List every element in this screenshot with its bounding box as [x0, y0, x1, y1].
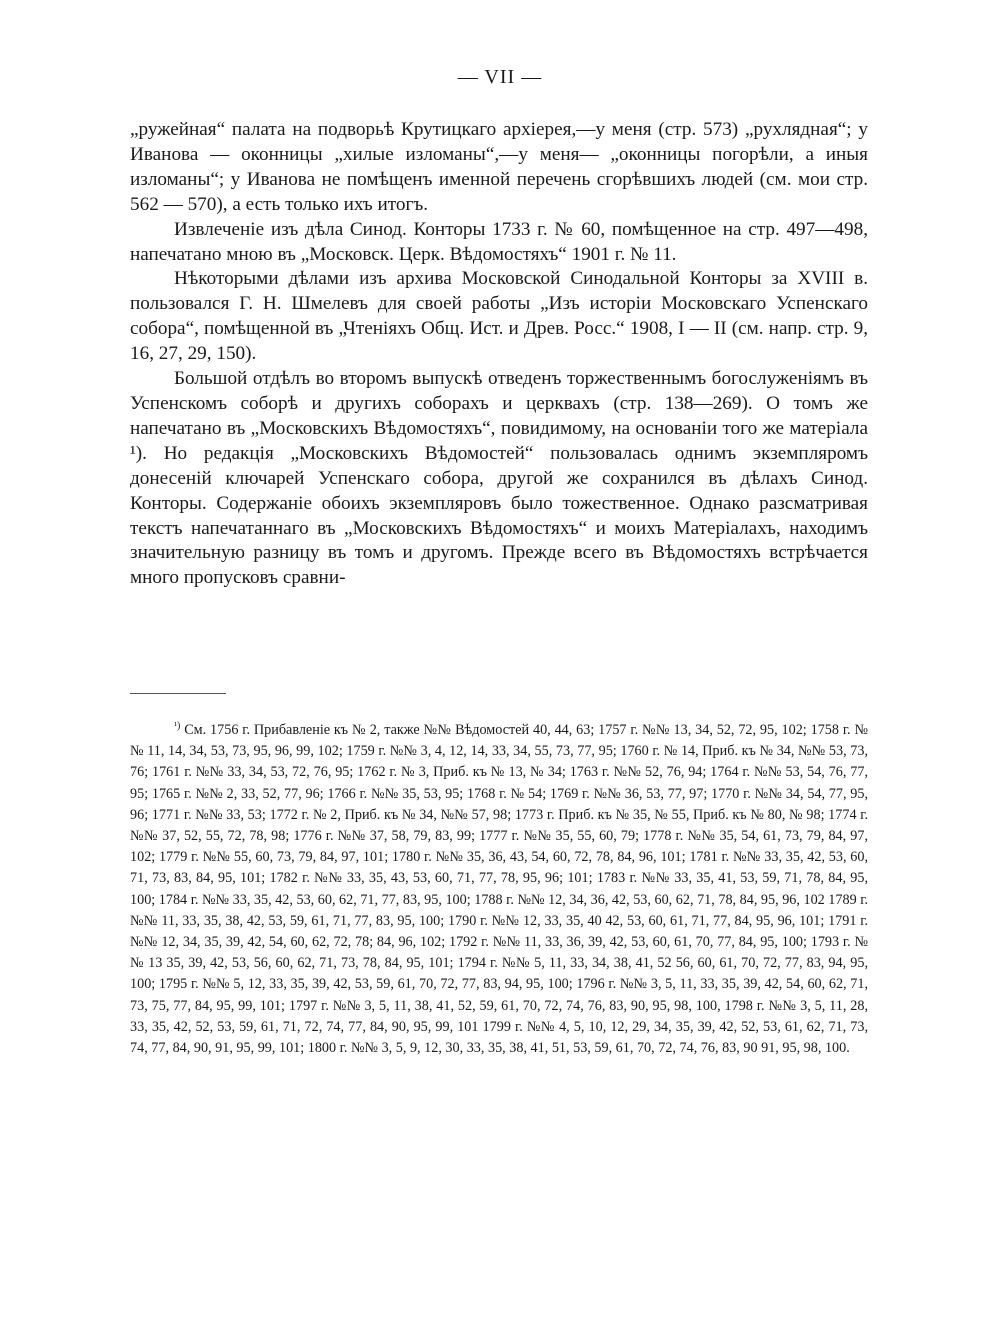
paragraph: „ружейная“ палата на подворьѣ Крутицкаго архіерея,—у меня (стр. 573) „рухлядная“; у Иванова — оконницы „хилые изломаны“,—у меня— „оконницы погорѣли, а иныя изломаны“; у Иванова не помѣщенъ именной перечень сгорѣвшихъ людей (см. мои стр. 562 — 570), а есть только ихъ итогъ. — [130, 119, 868, 215]
paragraph: Большой отдѣлъ во второмъ выпускѣ отведенъ торжественнымъ богослуженіямъ въ Успенскомъ соборѣ и другихъ соборахъ и церквахъ (стр. 138—269). О томъ же напечатано въ „Московскихъ Вѣдомостяхъ“, повидимому, на основаніи того же матеріала ¹). Но редакція „Московскихъ Вѣдомостей“ пользовалась однимъ экземпляромъ донесеній ключарей Успенскаго собора, другой же сохранился въ дѣлахъ Синод. Конторы. Содержаніе обоихъ экземпляровъ было тожественное. Однако разсматривая текстъ напечатаннаго въ „Московскихъ Вѣдомостяхъ“ и моихъ Матеріалахъ, находимъ значительную разницу въ томъ и другомъ. Прежде всего въ Вѣдомостяхъ встрѣчается много пропусковъ сравни- — [130, 368, 868, 589]
footnote-text: См. 1756 г. Прибавленіе къ № 2, также №№ Вѣдомостей 40, 44, 63; 1757 г. №№ 13, 34, 52, 72, 95, 102; 1758 г. №№ 11, 14, 34, 53, 73, 95, 96, 99, 102; 1759 г. №№ 3, 4, 12, 14, 33, 34, 55, 73, 77, 95; 1760 г. № 14, Приб. къ № 34, №№ 53, 73, 76; 1761 г. №№ 33, 34, 53, 72, 76, 95; 1762 г. № 3, Приб. къ № 13, № 34; 1763 г. №№ 52, 76, 94; 1764 г. №№ 53, 54, 76, 77, 95; 1765 г. №№ 2, 33, 52, 77, 96; 1766 г. №№ 35, 53, 95; 1768 г. № 54; 1769 г. №№ 36, 53, 77, 97; 1770 г. №№ 34, 54, 77, 95, 96; 1771 г. №№ 33, 53; 1772 г. № 2, Приб. къ № 34, №№ 57, 98; 1773 г. Приб. къ № 35, № 55, Приб. къ № 80, № 98; 1774 г. №№ 37, 52, 55, 72, 78, 98; 1776 г. №№ 37, 58, 79, 83, 99; 1777 г. №№ 35, 55, 60, 79; 1778 г. №№ 35, 54, 61, 73, 79, 84, 97, 102; 1779 г. №№ 55, 60, 73, 79, 84, 97, 101; 1780 г. №№ 35, 36, 43, 54, 60, 72, 78, 84, 96, 101; 1781 г. №№ 33, 35, 42, 53, 60, 71, 73, 83, 84, 95, 101; 1782 г. №№ 33, 35, 43, 53, 60, 71, 77, 78, 95, 96; 101; 1783 г. №№ 33, 35, 41, 53, 59, 71, 78, 84, 95, 100; 1784 г. №№ 33, 35, 42, 53, 60, 62, 71, 77, 83, 95, 100; 1788 г. №№ 12, 34, 36, 42, 53, 60, 62, 71, 78, 84, 95, 96, 102 1789 г. №№ 11, 33, 35, 38, 42, 53, 59, 61, 71, 77, 83, 95, 100; 1790 г. №№ 12, 33, 35, 40 42, 53, 60, 61, 71, 77, 84, 95, 96, 101; 1791 г. №№ 12, 34, 35, 39, 42, 54, 60, 62, 72, 78; 84, 96, 102; 1792 г. №№ 11, 33, 36, 39, 42, 53, 60, 61, 70, 77, 84, 95, 100; 1793 г. №№ 13 35, 39, 42, 53, 56, 60, 62, 71, 73, 78, 84, 95, 101; 1794 г. №№ 5, 11, 33, 34, 38, 41, 52 56, 60, 61, 70, 72, 77, 83, 94, 95, 100; 1795 г. №№ 5, 12, 33, 35, 39, 42, 53, 59, 61, 70, 72, 77, 83, 94, 95, 100; 1796 г. №№ 3, 5, 11, 33, 35, 39, 42, 54, 60, 62, 71, 73, 75, 77, 84, 95, 99, 101; 1797 г. №№ 3, 5, 11, 38, 41, 52, 59, 61, 70, 72, 74, 76, 83, 90, 95, 98, 100, 1798 г. №№ 3, 5, 11, 28, 33, 35, 42, 52, 53, 59, 61, 71, 72, 74, 77, 84, 90, 95, 99, 101 1799 г. №№ 4, 5, 10, 12, 29, 34, 35, 39, 42, 52, 53, 61, 62, 71, 73, 74, 77, 84, 90, 91, 95, 99, 101; 1800 г. №№ 3, 5, 9, 12, 30, 33, 35, 38, 41, 51, 53, 59, 61, 70, 72, 74, 76, 83, 90 91, 95, 98, 100. — [130, 722, 868, 1057]
main-text — [130, 118, 868, 591]
footnote-separator — [130, 693, 226, 694]
footnote-marker: ¹) — [174, 720, 181, 732]
paragraph: Нѣкоторыми дѣлами изъ архива Московской Синодальной Конторы за XVIII в. пользовался Г. Н. Шмелевъ для своей работы „Изъ исторіи Московскаго Успенскаго собора“, помѣщенной въ „Чтеніяхъ Общ. Ист. и Древ. Росс.“ 1908, I — II (см. напр. стр. 9, 16, 27, 29, 150). — [130, 268, 868, 365]
page-number: — VII — — [457, 66, 543, 88]
footnote — [130, 720, 868, 1059]
paragraph: Извлеченіе изъ дѣла Синод. Конторы 1733 г. № 60, помѣщенное на стр. 497—498, напечатано мною въ „Московск. Церк. Вѣдомостяхъ“ 1901 г. № 11. — [130, 218, 868, 265]
